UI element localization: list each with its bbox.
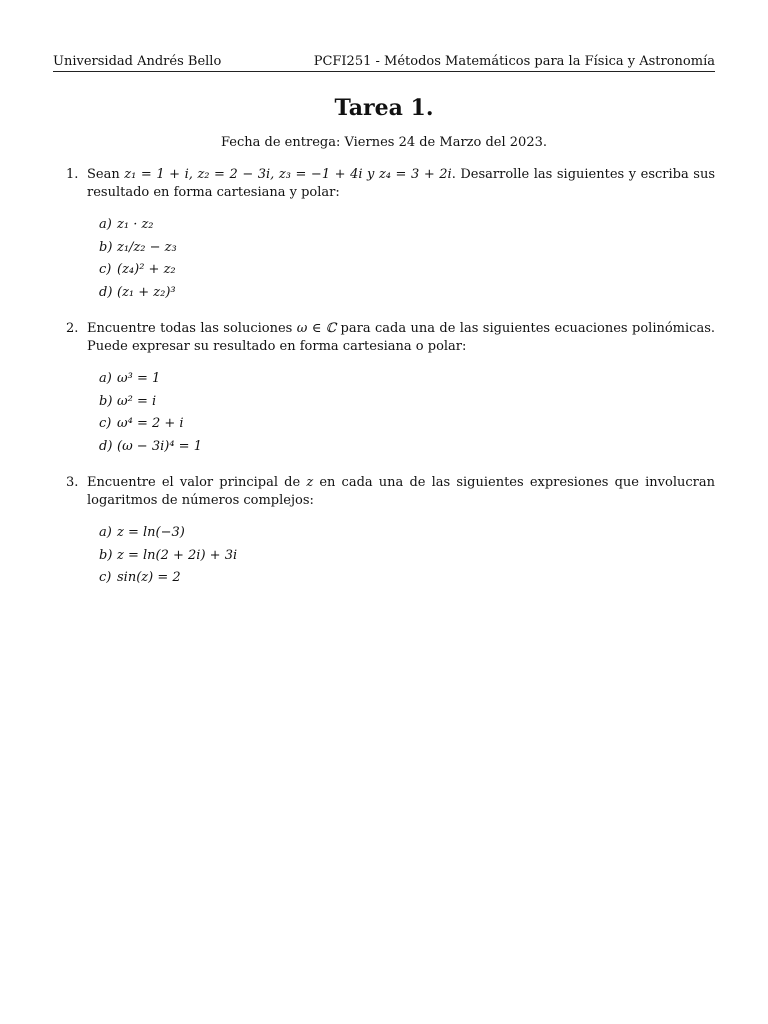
subpart-label: b) xyxy=(99,393,113,409)
subpart-label: c) xyxy=(99,570,112,585)
subpart-math: z = ln(−3) xyxy=(117,525,185,540)
due-date: Fecha de entrega: Viernes 24 de Marzo del 2023. xyxy=(221,135,547,150)
subpart-math: ω² = i xyxy=(117,393,157,409)
subpart-label: b) xyxy=(99,239,113,255)
statement-text: en cada una de las siguientes expresiones que involucran logaritmos de números complejos: xyxy=(87,475,715,508)
subpart xyxy=(99,438,715,456)
subpart xyxy=(99,547,715,565)
problem-statement xyxy=(87,320,715,356)
header-university: Universidad Andrés Bello xyxy=(53,54,222,69)
subpart-math: ω³ = 1 xyxy=(117,371,161,386)
subpart-math: z₁ · z₂ xyxy=(117,217,154,232)
subpart-math: (ω − 3i)⁴ = 1 xyxy=(117,438,202,454)
subpart xyxy=(99,393,715,411)
subpart-label: d) xyxy=(99,438,113,454)
problem-list xyxy=(66,166,715,606)
subpart-math: (z₁ + z₂)³ xyxy=(117,284,176,300)
subpart-math: sin(z) = 2 xyxy=(117,570,181,585)
subpart-label: d) xyxy=(99,284,113,300)
subpart xyxy=(99,239,715,257)
subpart-list xyxy=(87,216,715,302)
subpart xyxy=(99,370,715,388)
subpart-math: z₁/z₂ − z₃ xyxy=(117,239,177,255)
subpart xyxy=(99,415,715,433)
statement-math: z xyxy=(306,475,314,490)
problem-number: 3. xyxy=(66,475,79,490)
header-course: PCFI251 - Métodos Matemáticos para la Física y Astronomía xyxy=(313,54,715,69)
problem-statement xyxy=(87,474,715,510)
statement-text: Encuentre el valor principal de xyxy=(87,475,307,490)
problem-3 xyxy=(66,474,715,592)
subpart-label: a) xyxy=(99,525,112,540)
subpart xyxy=(99,569,715,587)
problem-1 xyxy=(66,166,715,306)
subpart-label: c) xyxy=(99,262,112,277)
problem-number: 2. xyxy=(66,321,79,336)
subpart-label: c) xyxy=(99,416,112,431)
page-header xyxy=(53,54,715,72)
statement-text: . Desarrolle las siguientes y escriba sus resultado en forma cartesiana y polar: xyxy=(87,167,716,200)
subpart-math: (z₄)² + z₂ xyxy=(117,262,176,277)
statement-text: Sean xyxy=(87,167,125,182)
subpart-math: z = ln(2 + 2i) + 3i xyxy=(117,547,238,563)
document-title: Tarea 1. xyxy=(334,95,434,121)
subpart xyxy=(99,284,715,302)
problem-number: 1. xyxy=(66,167,79,182)
subpart-list xyxy=(87,524,715,587)
subpart xyxy=(99,261,715,279)
statement-math: ω ∈ ℂ xyxy=(296,321,337,336)
statement-text: Encuentre todas las soluciones xyxy=(87,321,297,336)
subpart-label: a) xyxy=(99,371,112,386)
subpart-label: b) xyxy=(99,547,113,563)
statement-text: para cada una de las siguientes ecuaciones polinómicas. Puede expresar su resultado en forma cartesiana o polar: xyxy=(87,321,715,354)
subpart xyxy=(99,524,715,542)
subpart-label: a) xyxy=(99,217,112,232)
subpart-list xyxy=(87,370,715,456)
problem-statement xyxy=(87,166,715,202)
subpart-math: ω⁴ = 2 + i xyxy=(117,416,184,431)
statement-math: z₁ = 1 + i, z₂ = 2 − 3i, z₃ = −1 + 4i y z₄ = 3 + 2i xyxy=(124,167,452,182)
subpart xyxy=(99,216,715,234)
problem-2 xyxy=(66,320,715,460)
